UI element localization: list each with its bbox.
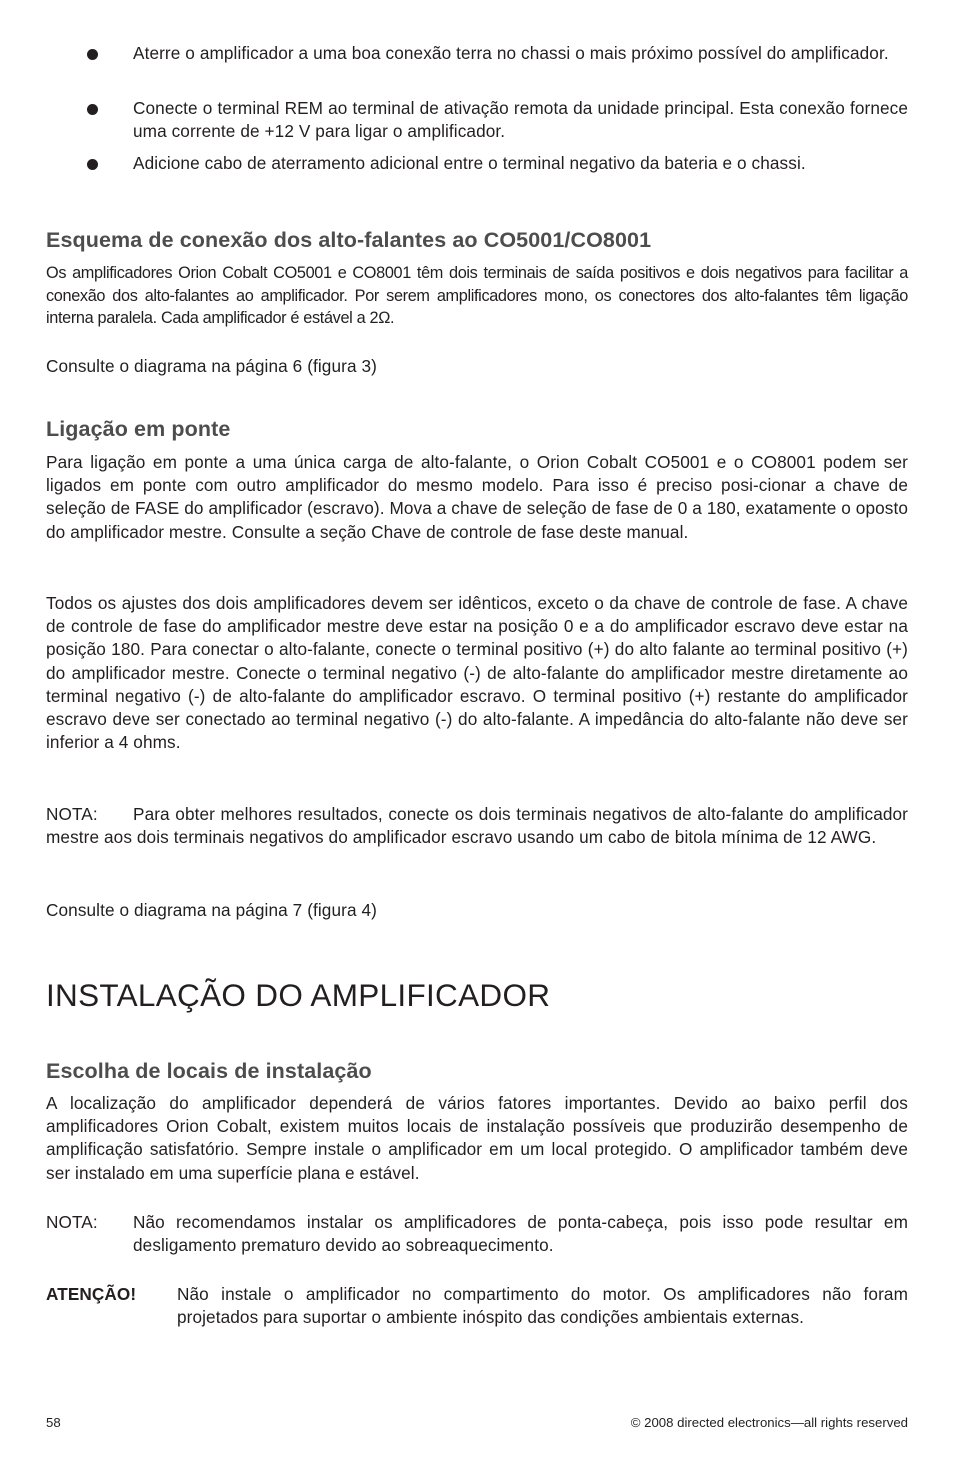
page-number: 58 (46, 1415, 61, 1430)
warning-text: Não instale o amplificador no compartimento do motor. Os amplificadores não foram projetados para suportar o ambiente inóspito das condições ambientais externas. (177, 1284, 908, 1328)
installation-paragraph: A localização do amplificador dependerá de vários fatores importantes. Devido ao baixo perfil dos amplificadores Orion Cobalt, existem muitos locais de instalação possíveis que produzirão desempenho de amplificação satisfatório. Sempre instale o amplificador em um local protegido. O amplificador também deve ser instalado em uma superfície plana e estável. (46, 1093, 908, 1183)
installation-warning (46, 1283, 908, 1353)
bridge-note (46, 803, 908, 849)
bridge-heading: Ligação em ponte (46, 417, 231, 441)
installation-title: INSTALAÇÃO DO AMPLIFICADOR (46, 977, 551, 1013)
copyright-notice: © 2008 directed electronics—all rights reserved (630, 1415, 908, 1430)
diagram-reference-figure-3: Consulte o diagrama na página 6 (figura 3) (46, 356, 377, 376)
bullet-text: Aterre o amplificador a uma boa conexão terra no chassi o mais próximo possível do amplificador. (133, 43, 889, 63)
warning-label: ATENÇÃO! (46, 1284, 137, 1304)
speaker-connection-heading: Esquema de conexão dos alto-falantes ao CO5001/CO8001 (46, 228, 652, 252)
note-text: Não recomendamos instalar os amplificadores de ponta-cabeça, pois isso pode resultar em desligamento prematuro devido ao sobreaquecimento. (133, 1212, 908, 1256)
bullet-dot-icon (87, 159, 98, 170)
speaker-connection-paragraph: Os amplificadores Orion Cobalt CO5001 e CO8001 têm dois terminais de saída positivos e dois negativos para facilitar a conexão dos alto-falantes ao amplificador. Por serem amplificadores mono, os conectores dos alto-falantes têm ligação interna paralela. Cada amplificador é estável a 2Ω. (46, 264, 908, 328)
bullet-text: Conecte o terminal REM ao terminal de ativação remota da unidade principal. Esta conexão fornece uma corrente de +12 V para ligar o amplificador. (133, 98, 908, 142)
installation-location-heading: Escolha de locais de instalação (46, 1059, 372, 1083)
note-label: NOTA: (46, 804, 98, 824)
diagram-reference-figure-4: Consulte o diagrama na página 7 (figura 4) (46, 900, 377, 920)
installation-note (46, 1211, 908, 1258)
note-label: NOTA: (46, 1212, 98, 1232)
bridge-paragraph-2: Todos os ajustes dos dois amplificadores devem ser idênticos, exceto o da chave de controle de fase. A chave de controle de fase do amplificador mestre deve estar na posição 0 e a do amplificador escravo deve estar na posição 180. Para conectar o alto-falante, conecte o terminal positivo (+) do alto falante ao terminal positivo (+) do amplificador mestre. Conecte o terminal negativo (-) de alto-falante do amplificador mestre diretamente ao terminal negativo (-) de alto-falante do amplificador escravo. O terminal positivo (+) restante do amplificador escravo deve ser conectado ao terminal negativo (-) do alto-falante. A impedância do alto-falante não deve ser inferior a 4 ohms. (46, 593, 908, 753)
bridge-paragraph-1: Para ligação em ponte a uma única carga de alto-falante, o Orion Cobalt CO5001 e o CO8001 podem ser ligados em ponte com outro amplificador do mesmo modelo. Para isso é preciso posi-cionar a chave de seleção de FASE do amplificador (escravo). Mova a chave de seleção de fase de 0 a 180, exatamente o oposto do amplificador mestre. Consulte a seção Chave de controle de fase deste manual. (46, 452, 908, 542)
bullet-dot-icon (87, 49, 98, 60)
bullet-text: Adicione cabo de aterramento adicional entre o terminal negativo da bateria e o chassi. (133, 153, 806, 173)
bullet-dot-icon (87, 104, 98, 115)
note-text: Para obter melhores resultados, conecte os dois terminais negativos de alto-falante do amplificador mestre aos dois terminais negativos do amplificador escravo usando um cabo de bitola mínima de 12 AWG. (46, 804, 908, 848)
